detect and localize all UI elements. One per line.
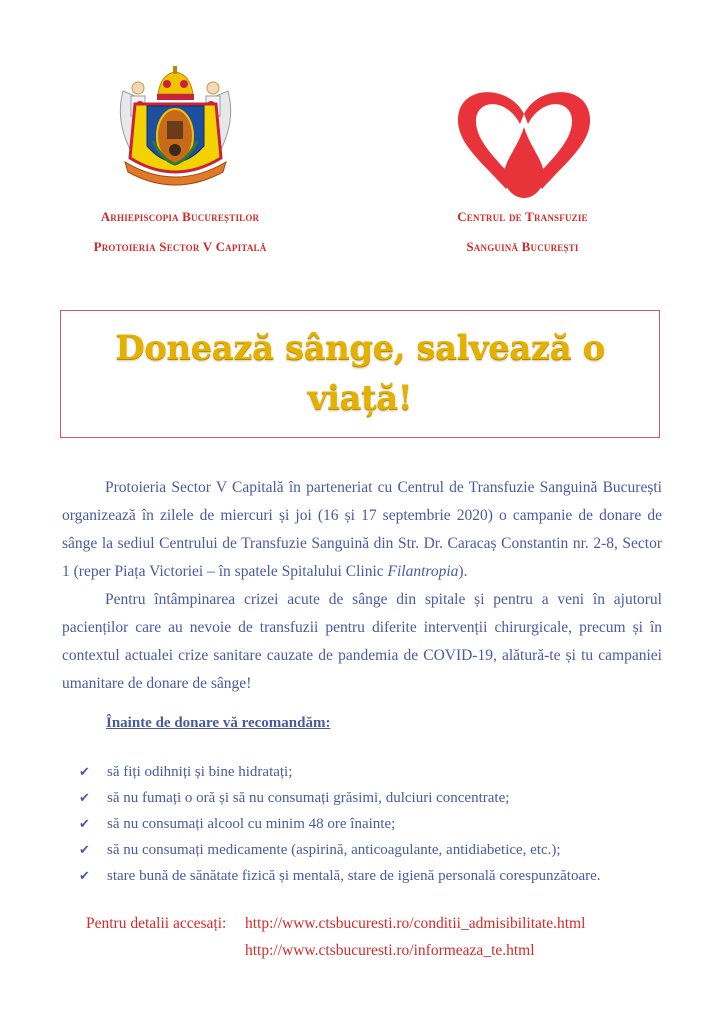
list-item bbox=[79, 837, 679, 863]
title-box bbox=[60, 310, 660, 438]
transfusion-center-logo bbox=[454, 79, 594, 199]
list-item bbox=[79, 811, 679, 837]
list-item-text: să nu fumați o oră și să nu consumați grăsimi, dulciuri concentrate; bbox=[107, 790, 510, 806]
list-item bbox=[79, 759, 679, 785]
body-text bbox=[62, 474, 662, 698]
recommendations-list bbox=[79, 759, 679, 889]
transfusion-center-name-line1: Centrul de Transfuzie bbox=[457, 209, 588, 224]
list-item-text: să nu consumați medicamente (aspirină, anticoagulante, antidiabetice, etc.); bbox=[107, 842, 561, 858]
link-inform-yourself[interactable]: http://www.ctsbucuresti.ro/informeaza_te.html bbox=[245, 942, 535, 959]
hospital-name: Filantropia bbox=[387, 563, 459, 580]
checkmark-icon: ✔ bbox=[79, 764, 90, 779]
coat-of-arms-icon bbox=[113, 66, 238, 196]
transfusion-center-name-line2: Sanguină București bbox=[466, 239, 579, 254]
paragraph-1 bbox=[62, 474, 662, 586]
checkmark-icon: ✔ bbox=[79, 816, 90, 831]
list-item bbox=[79, 863, 679, 889]
paragraph-2: Pentru întâmpinarea crizei acute de sânge din spitale și pentru a veni în ajutorul pacienților care au nevoie de transfuzii pentru diferite intervenții chirurgicale, precum și în contextul actualei crize sanitare cauzate de pandemia de COVID-19, alătură-te și tu campaniei umanitare de donare de sânge! bbox=[62, 591, 662, 692]
link-admissibility-conditions[interactable]: http://www.ctsbucuresti.ro/conditii_admisibilitate.html bbox=[245, 915, 586, 932]
checkmark-icon: ✔ bbox=[79, 842, 90, 857]
checkmark-icon: ✔ bbox=[79, 790, 90, 805]
list-item bbox=[79, 785, 679, 811]
details-label: Pentru detalii accesați: bbox=[86, 915, 227, 932]
recommendations-heading: Înainte de donare vă recomandăm: bbox=[106, 715, 331, 731]
checkmark-icon: ✔ bbox=[79, 868, 90, 883]
paragraph-1-end: ). bbox=[458, 563, 468, 580]
list-item-text: să nu consumați alcool cu minim 48 ore înainte; bbox=[107, 816, 396, 832]
page-title bbox=[61, 323, 659, 423]
list-item-text: să fiți odihniți și bine hidratați; bbox=[107, 764, 293, 780]
deanery-name: Protoieria Sector V Capitală bbox=[93, 239, 267, 254]
archdiocese-emblem bbox=[113, 66, 238, 196]
paragraph-1-text: Protoieria Sector V Capitală în parteneriat cu Centrul de Transfuzie Sanguină București organizează în zilele de miercuri și joi (16 și 17 septembrie 2020) o campanie de donare de sânge la sediul Centrului de Transfuzie Sanguină din Str. Dr. Caracaș Constantin nr. 2-8, Sector 1 (reper Piața Victoriei – în spatele Spitalului Clinic bbox=[62, 479, 662, 580]
archdiocese-name: Arhiepiscopia Bucureștilor bbox=[100, 209, 260, 224]
title-line-2: viață! bbox=[307, 378, 413, 418]
title-line-1: Donează sânge, salvează o bbox=[115, 328, 605, 368]
list-item-text: stare bună de sănătate fizică și mentală, stare de igienă personală corespunzătoare. bbox=[107, 868, 601, 884]
heart-blood-drop-icon bbox=[454, 79, 594, 199]
